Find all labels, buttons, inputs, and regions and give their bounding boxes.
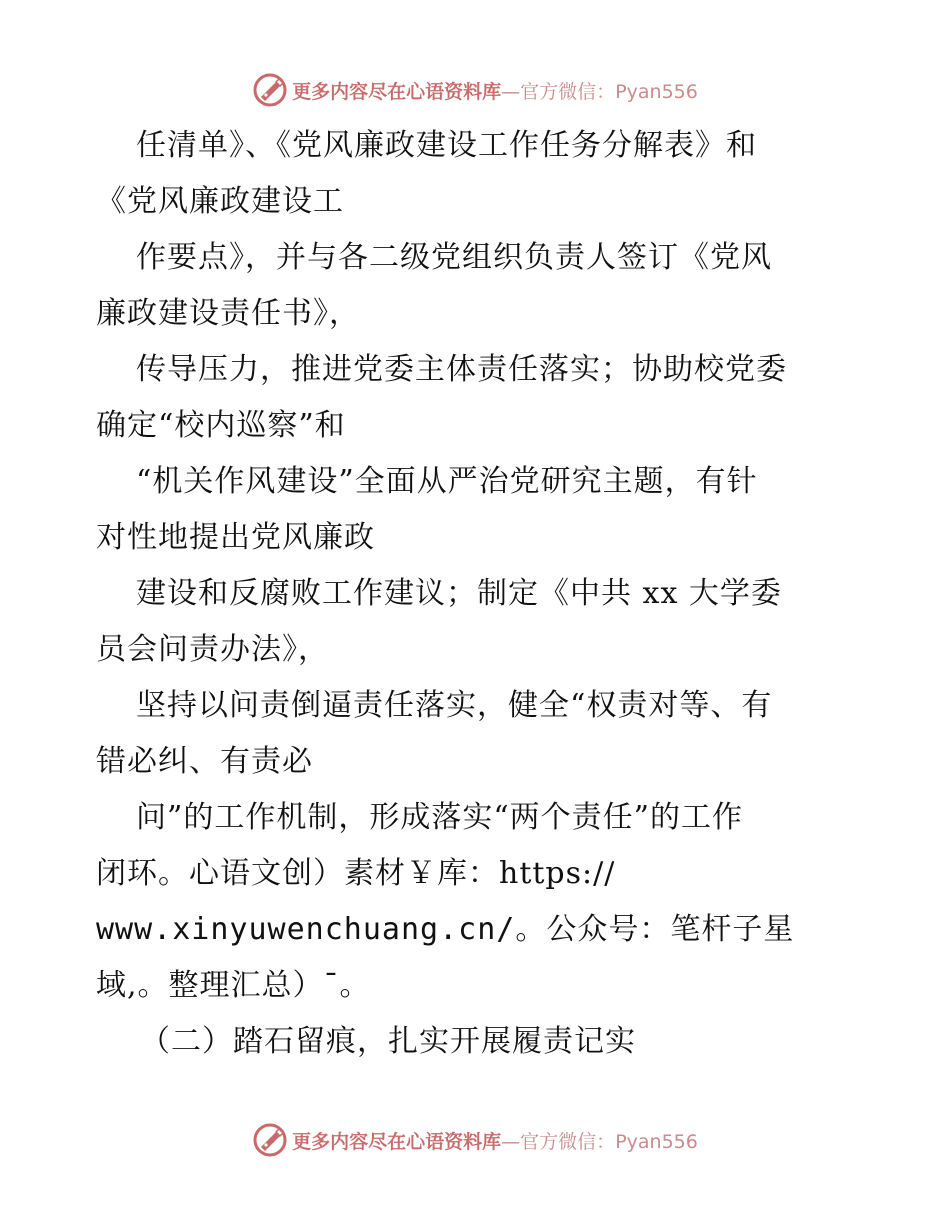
banner-dash: —: [501, 1130, 521, 1153]
document-body: [96, 118, 856, 1070]
footer-banner: [0, 1120, 950, 1160]
body-line: 《党风廉政建设工: [96, 184, 344, 219]
body-line: “机关作风建设”全面从严治党研究主题，有针: [136, 464, 758, 499]
body-line: 廉政建设责任书》，: [96, 296, 360, 331]
banner-wechat-id: Pyan556: [615, 1130, 698, 1153]
banner-text: [292, 77, 698, 104]
banner-text: [292, 1127, 698, 1154]
body-line: 域,。整理汇总）¯。: [96, 968, 371, 1003]
body-line: 建设和反腐败工作建议；制定《中共 xx 大学委: [136, 576, 782, 611]
section-heading: （二）踏石留痕，扎实开展履责记实: [140, 1024, 636, 1059]
body-line: 传导压力，推进党委主体责任落实；协助校党委: [136, 352, 787, 387]
banner-official-label: 官方微信：: [520, 80, 616, 103]
banner-main-text: 更多内容尽在心语资料库: [292, 80, 502, 103]
body-line-url: www.xinyuwenchuang.cn/。公众号：笔杆子星: [96, 912, 795, 947]
body-line: 确定“校内巡察”和: [96, 408, 346, 443]
pen-circle-logo-icon: [252, 1122, 288, 1158]
pen-circle-logo-icon: [252, 72, 288, 108]
body-line: 对性地提出党风廉政: [96, 520, 375, 555]
banner-main-text: 更多内容尽在心语资料库: [292, 1130, 502, 1153]
body-line: 员会问责办法》，: [96, 632, 329, 667]
banner-official-label: 官方微信：: [520, 1130, 616, 1153]
body-line: 任清单》、《党风廉政建设工作任务分解表》和: [136, 128, 757, 163]
body-line: 问”的工作机制，形成落实“两个责任”的工作: [136, 800, 744, 835]
body-line: 错必纠、有责必: [96, 744, 313, 779]
banner-dash: —: [501, 80, 521, 103]
header-banner: [0, 70, 950, 110]
body-line: 作要点》，并与各二级党组织负责人签订《党风: [136, 240, 772, 275]
body-line: 坚持以问责倒逼责任落实，健全“权责对等、有: [136, 688, 773, 723]
banner-wechat-id: Pyan556: [615, 80, 698, 103]
body-line: 闭环。心语文创）素材￥库：https://: [96, 856, 616, 891]
